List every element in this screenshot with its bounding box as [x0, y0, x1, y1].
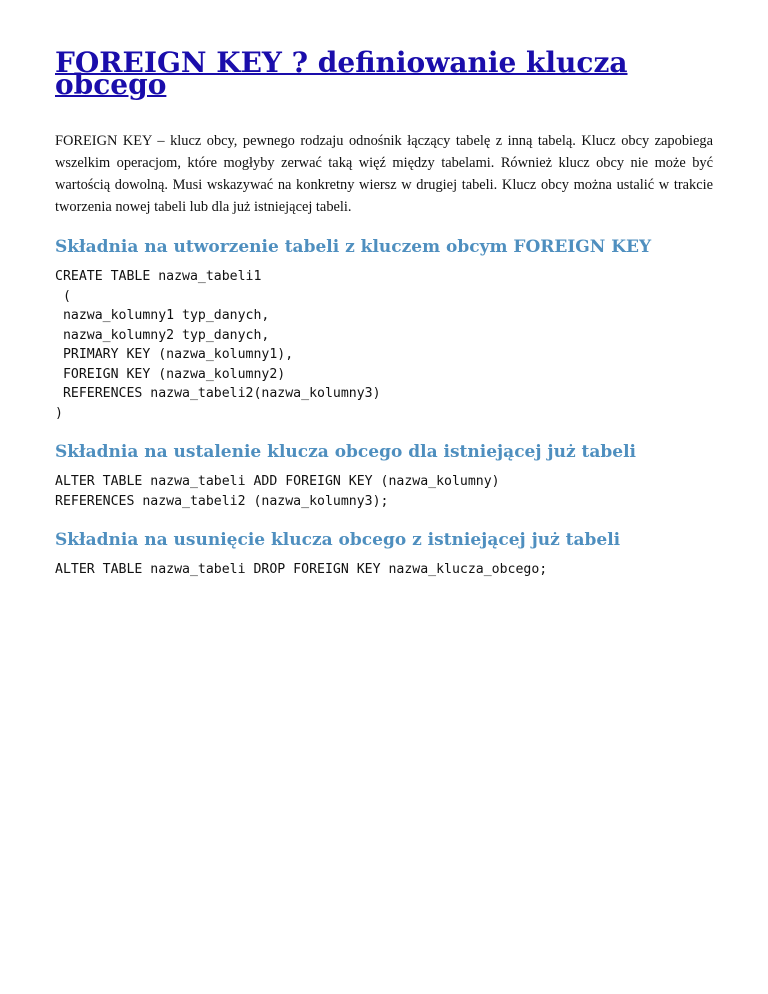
page-title-link[interactable]: FOREIGN KEY ? definiowanie klucza obcego — [55, 46, 628, 101]
code-block-drop-foreign-key: ALTER TABLE nazwa_tabeli DROP FOREIGN KEY nazwa_klucza_obcego; — [55, 562, 548, 577]
section-heading-add-foreign-key: Składnia na ustalenie klucza obcego dla istniejącej już tabeli — [55, 442, 637, 462]
code-block-create-table: CREATE TABLE nazwa_tabeli1 ( nazwa_kolumny1 typ_danych, nazwa_kolumny2 typ_danych, PRIMARY KEY (nazwa_kolumny1), FOREIGN KEY (nazwa_kolumny2) REFERENCES nazwa_tabeli2(nazwa_kolumny3) ) — [55, 269, 381, 421]
code-block-add-foreign-key: ALTER TABLE nazwa_tabeli ADD FOREIGN KEY (nazwa_kolumny) REFERENCES nazwa_tabeli2 (nazwa_kolumny3); — [55, 474, 500, 509]
section-heading-create-table: Składnia na utworzenie tabeli z kluczem obcym FOREIGN KEY — [55, 237, 652, 257]
document-page — [55, 44, 713, 580]
section-heading-drop-foreign-key: Składnia na usunięcie klucza obcego z istniejącej już tabeli — [55, 530, 621, 550]
intro-paragraph: FOREIGN KEY – klucz obcy, pewnego rodzaju odnośnik łączący tabelę z inną tabelą. Klucz obcy zapobiega wszelkim operacjom, które mogłyby zerwać taką więź między tabelami. Również klucz obcy nie może być wartością dowolną. Musi wskazywać na konkretny wiersz w drugiej tabeli. Klucz obcy można ustalić w trakcie tworzenia nowej tabeli lub dla już istniejącej tabeli. — [55, 133, 713, 215]
